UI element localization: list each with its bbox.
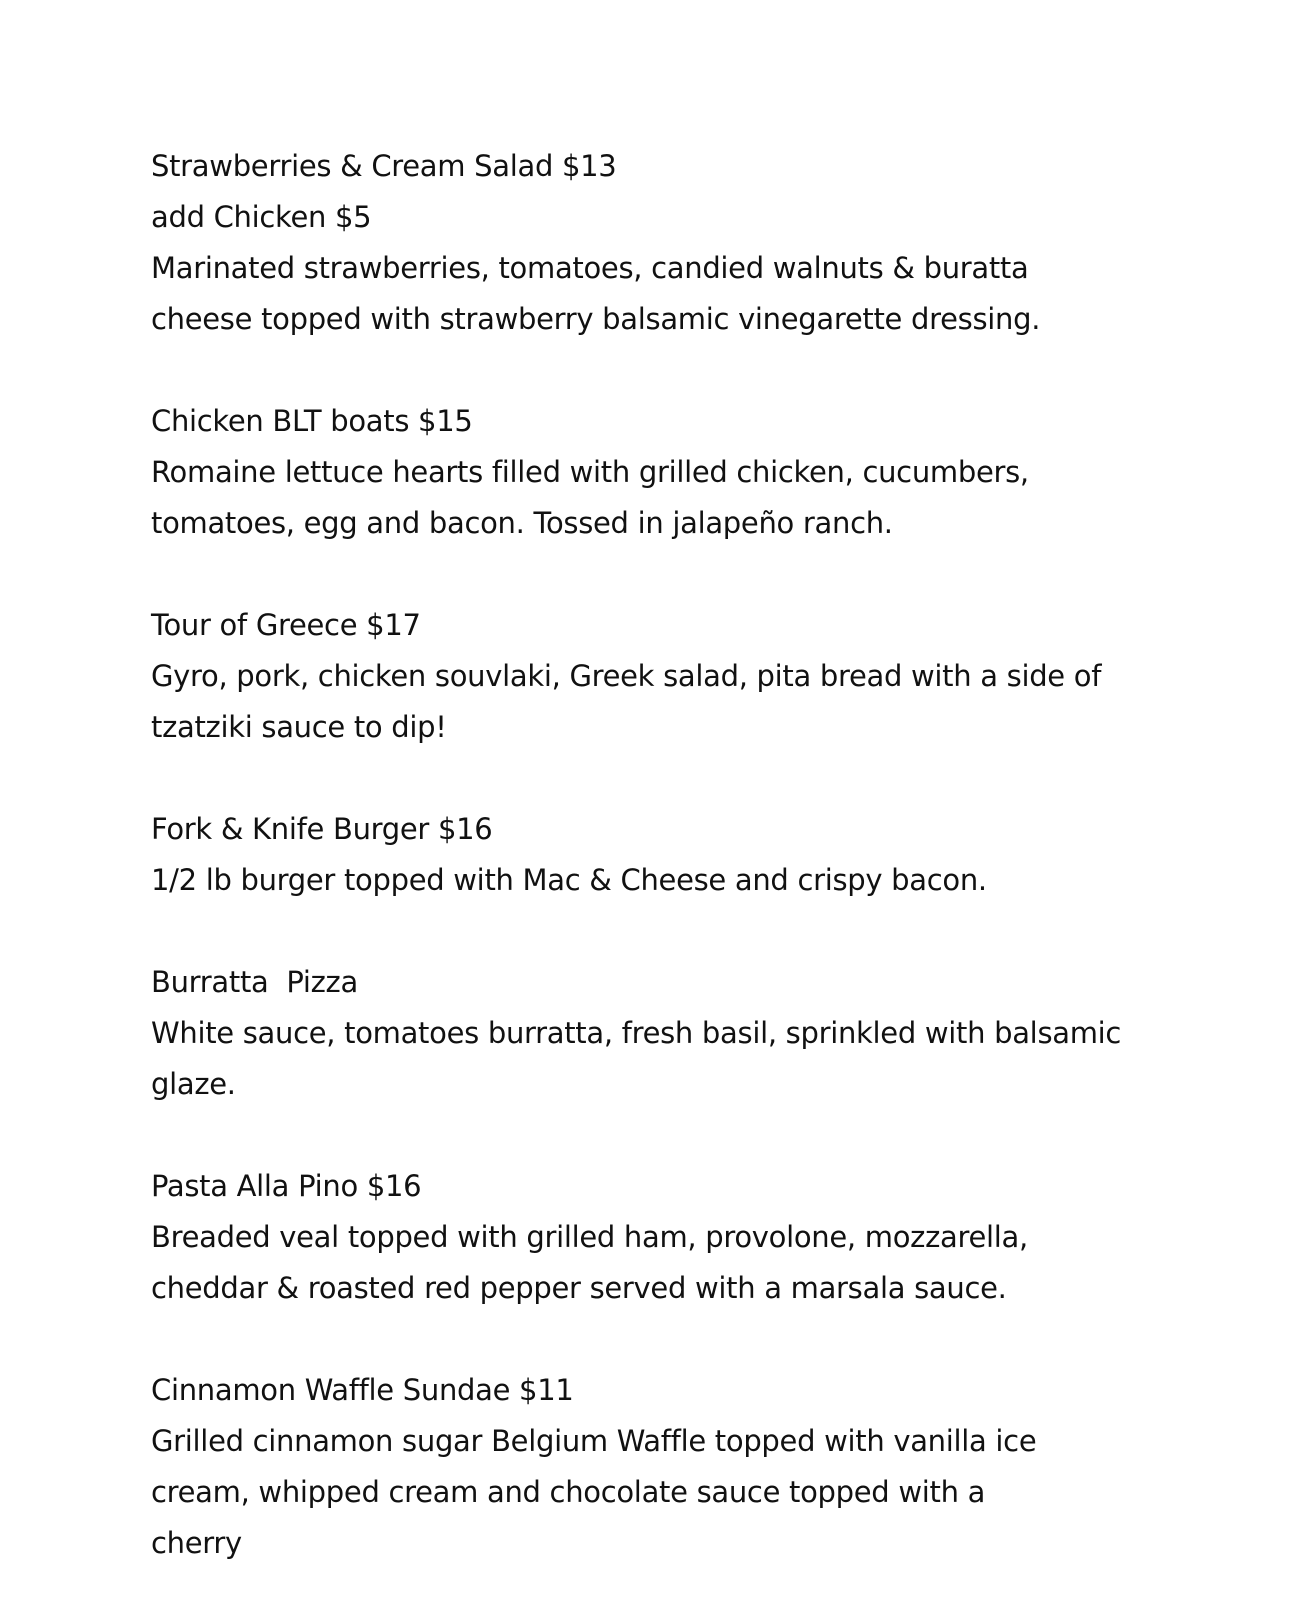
menu-item-description: Breaded veal topped with grilled ham, provolone, mozzarella, cheddar & roasted red pepper served with a marsala sauce. xyxy=(151,1220,1028,1305)
menu-item-title: Strawberries & Cream Salad $13 xyxy=(151,149,617,183)
menu-item-title: Chicken BLT boats $15 xyxy=(151,404,473,438)
menu-item-description: White sauce, tomatoes burratta, fresh basil, sprinkled with balsamic glaze. xyxy=(151,1016,1122,1101)
menu-item-addon: add Chicken $5 xyxy=(151,200,372,234)
menu-item-description: Gyro, pork, chicken souvlaki, Greek salad, pita bread with a side of tzatziki sauce to dip! xyxy=(151,659,1102,744)
menu-item-title: Burratta Pizza xyxy=(151,965,358,999)
menu-item-fork-knife-burger xyxy=(151,804,1151,906)
menu-item-cinnamon-waffle-sundae xyxy=(151,1365,1151,1569)
menu-list xyxy=(151,141,1151,1620)
menu-item-tour-of-greece xyxy=(151,600,1151,753)
menu-item-chicken-blt-boats xyxy=(151,396,1151,549)
menu-item-description: Grilled cinnamon sugar Belgium Waffle topped with vanilla ice cream, whipped cream and chocolate sauce topped with a cherry xyxy=(151,1424,1037,1560)
menu-item-burratta-pizza xyxy=(151,957,1151,1110)
menu-item-title: Pasta Alla Pino $16 xyxy=(151,1169,422,1203)
menu-item-title: Cinnamon Waffle Sundae $11 xyxy=(151,1373,574,1407)
menu-item-description: Romaine lettuce hearts filled with grilled chicken, cucumbers, tomatoes, egg and bacon. Tossed in jalapeño ranch. xyxy=(151,455,1029,540)
menu-item-strawberries-cream-salad xyxy=(151,141,1151,345)
menu-item-title: Fork & Knife Burger $16 xyxy=(151,812,493,846)
menu-item-title: Tour of Greece $17 xyxy=(151,608,421,642)
menu-item-description: 1/2 lb burger topped with Mac & Cheese and crispy bacon. xyxy=(151,863,987,897)
menu-item-description: Marinated strawberries, tomatoes, candied walnuts & buratta cheese topped with strawberry balsamic vinegarette dressing. xyxy=(151,251,1041,336)
menu-item-pasta-alla-pino xyxy=(151,1161,1151,1314)
